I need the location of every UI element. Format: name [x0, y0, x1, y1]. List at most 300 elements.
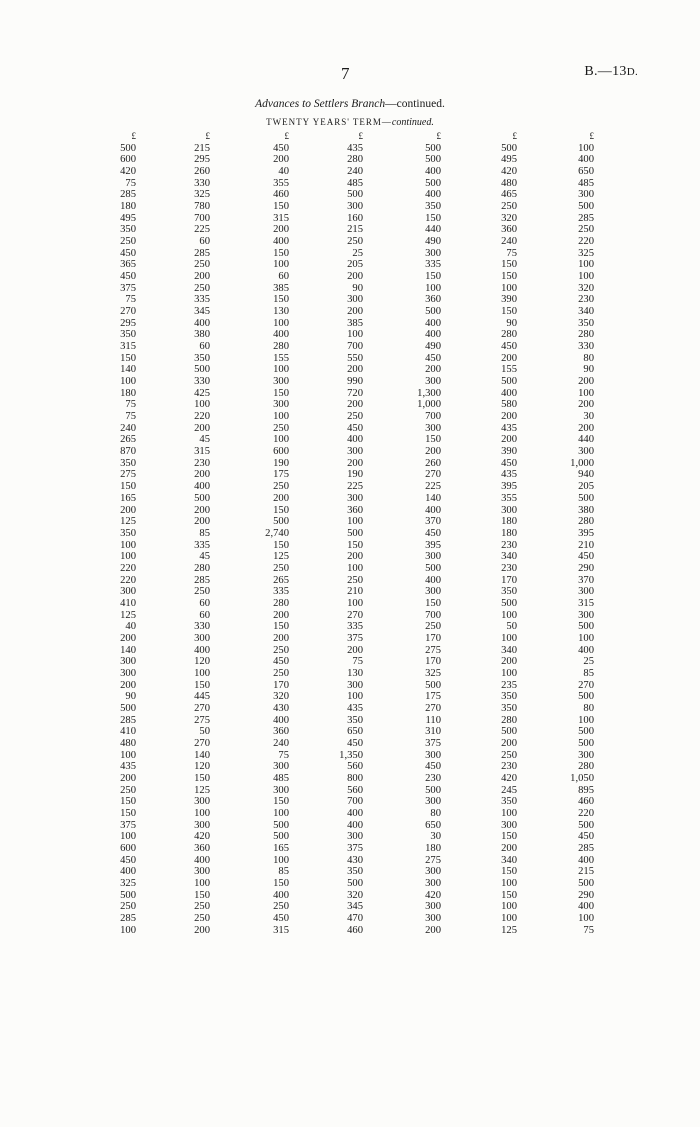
table-cell: 400 — [273, 889, 289, 901]
table-cell: 435 — [347, 142, 363, 154]
table-cell: 125 — [501, 924, 517, 936]
table-cell: 200 — [501, 737, 517, 749]
table-cell: 140 — [425, 492, 441, 504]
table-cell: 100 — [273, 364, 289, 376]
table-cell: 280 — [578, 761, 594, 773]
table-cell: 400 — [425, 329, 441, 341]
table-cell: 390 — [501, 294, 517, 306]
table-cell: 150 — [120, 352, 136, 364]
table-cell: 500 — [425, 306, 441, 318]
table-cell: 360 — [273, 726, 289, 738]
table-cell: 500 — [501, 597, 517, 609]
page-number: 7 — [341, 64, 350, 83]
table-cell: 90 — [506, 317, 517, 329]
table-cell: 250 — [120, 784, 136, 796]
table-cell: 300 — [347, 201, 363, 213]
table-cell: 100 — [120, 376, 136, 388]
table-cell: 550 — [347, 352, 363, 364]
table-cell: 440 — [578, 434, 594, 446]
table-cell: 300 — [578, 189, 594, 201]
table-cell: 200 — [194, 271, 210, 283]
table-cell: 345 — [194, 306, 210, 318]
table-cell: 100 — [501, 667, 517, 679]
table-cell: 360 — [347, 504, 363, 516]
table-cell: 250 — [120, 901, 136, 913]
table-cell: 240 — [347, 166, 363, 178]
table-cell: 100 — [501, 282, 517, 294]
table-cell: 200 — [120, 772, 136, 784]
table-cell: 465 — [501, 189, 517, 201]
table-cell: 450 — [425, 527, 441, 539]
table-cell: 325 — [578, 247, 594, 259]
table-cell: 100 — [578, 913, 594, 925]
table-cell: 250 — [194, 259, 210, 271]
table-cell: 180 — [501, 516, 517, 528]
table-cell: 350 — [501, 691, 517, 703]
table-cell: 60 — [199, 597, 210, 609]
table-cell: 100 — [578, 271, 594, 283]
table-cell: 500 — [425, 142, 441, 154]
table-cell: 315 — [578, 597, 594, 609]
table-cell: 100 — [194, 667, 210, 679]
section-subtitle-caps: TWENTY YEARS' TERM— — [266, 117, 392, 127]
table-cell: 385 — [347, 317, 363, 329]
table-cell: 600 — [120, 842, 136, 854]
table-cell: 385 — [273, 282, 289, 294]
table-cell: 420 — [501, 772, 517, 784]
table-cell: 180 — [120, 201, 136, 213]
table-cell: 295 — [120, 317, 136, 329]
table-cell: 100 — [120, 831, 136, 843]
table-cell: 280 — [578, 329, 594, 341]
table-cell: 420 — [501, 166, 517, 178]
table-cell: 495 — [501, 154, 517, 166]
table-cell: 1,000 — [417, 399, 441, 411]
table-cell: 335 — [194, 539, 210, 551]
table-cell: 500 — [347, 189, 363, 201]
table-cell: 200 — [578, 376, 594, 388]
table-cell: 420 — [120, 166, 136, 178]
table-column-6 — [501, 131, 517, 936]
table-cell: 100 — [347, 691, 363, 703]
table-cell: 300 — [120, 667, 136, 679]
table-cell: 150 — [273, 504, 289, 516]
table-cell: 180 — [501, 527, 517, 539]
table-cell: 100 — [194, 807, 210, 819]
table-cell: 230 — [501, 761, 517, 773]
table-cell: 350 — [120, 329, 136, 341]
table-cell: 100 — [273, 411, 289, 423]
table-cell: 435 — [501, 469, 517, 481]
currency-symbol: £ — [589, 131, 594, 141]
table-cell: 280 — [347, 154, 363, 166]
table-cell: 435 — [347, 702, 363, 714]
table-cell: 170 — [425, 632, 441, 644]
currency-symbol: £ — [131, 131, 136, 141]
table-cell: 500 — [578, 492, 594, 504]
document-reference-suffix: D. — [626, 66, 638, 78]
table-cell: 200 — [347, 551, 363, 563]
table-cell: 300 — [120, 656, 136, 668]
table-cell: 300 — [501, 819, 517, 831]
table-cell: 200 — [347, 644, 363, 656]
table-cell: 235 — [501, 679, 517, 691]
table-cell: 250 — [501, 749, 517, 761]
table-cell: 150 — [273, 621, 289, 633]
table-cell: 265 — [273, 574, 289, 586]
table-cell: 580 — [501, 399, 517, 411]
table-cell: 100 — [273, 434, 289, 446]
table-cell: 500 — [425, 177, 441, 189]
table-cell: 200 — [273, 224, 289, 236]
table-cell: 500 — [501, 726, 517, 738]
table-cell: 425 — [194, 387, 210, 399]
table-cell: 320 — [578, 282, 594, 294]
table-cell: 230 — [501, 539, 517, 551]
table-cell: 150 — [425, 271, 441, 283]
table-cell: 200 — [425, 446, 441, 458]
table-cell: 275 — [120, 469, 136, 481]
table-cell: 290 — [578, 889, 594, 901]
table-cell: 350 — [347, 714, 363, 726]
table-cell: 500 — [578, 737, 594, 749]
table-cell: 285 — [578, 212, 594, 224]
table-cell: 275 — [425, 644, 441, 656]
table-cell: 1,350 — [339, 749, 363, 761]
table-cell: 400 — [578, 154, 594, 166]
table-cell: 240 — [273, 737, 289, 749]
table-cell: 60 — [199, 341, 210, 353]
table-cell: 500 — [425, 784, 441, 796]
table-cell: 500 — [425, 679, 441, 691]
table-cell: 150 — [273, 247, 289, 259]
table-cell: 230 — [425, 772, 441, 784]
table-cell: 400 — [425, 317, 441, 329]
table-cell: 200 — [501, 842, 517, 854]
table-cell: 375 — [120, 819, 136, 831]
table-cell: 250 — [194, 282, 210, 294]
table-cell: 75 — [506, 247, 517, 259]
table-cell: 310 — [425, 726, 441, 738]
table-cell: 290 — [578, 562, 594, 574]
table-cell: 150 — [194, 679, 210, 691]
table-cell: 140 — [120, 364, 136, 376]
table-cell: 395 — [425, 539, 441, 551]
table-cell: 140 — [194, 749, 210, 761]
table-cell: 160 — [347, 212, 363, 224]
table-cell: 700 — [194, 212, 210, 224]
table-cell: 75 — [278, 749, 289, 761]
table-cell: 125 — [120, 516, 136, 528]
table-cell: 700 — [425, 411, 441, 423]
table-cell: 150 — [273, 796, 289, 808]
table-cell: 335 — [425, 259, 441, 271]
table-cell: 150 — [273, 387, 289, 399]
table-cell: 940 — [578, 469, 594, 481]
table-cell: 150 — [501, 866, 517, 878]
table-cell: 300 — [578, 446, 594, 458]
table-cell: 400 — [347, 819, 363, 831]
table-cell: 400 — [347, 807, 363, 819]
table-cell: 560 — [347, 761, 363, 773]
table-cell: 100 — [347, 516, 363, 528]
table-cell: 450 — [347, 422, 363, 434]
table-cell: 400 — [578, 854, 594, 866]
table-cell: 495 — [120, 212, 136, 224]
table-cell: 400 — [194, 317, 210, 329]
table-cell: 370 — [425, 516, 441, 528]
table-cell: 350 — [501, 796, 517, 808]
table-cell: 100 — [194, 399, 210, 411]
section-subtitle-italic: continued. — [391, 117, 434, 128]
table-cell: 300 — [425, 878, 441, 889]
currency-symbol: £ — [358, 131, 363, 141]
table-column-5 — [417, 131, 441, 936]
table-cell: 150 — [501, 259, 517, 271]
table-cell: 300 — [425, 901, 441, 913]
table-cell: 85 — [583, 667, 594, 679]
table-cell: 220 — [194, 411, 210, 423]
table-cell: 100 — [347, 597, 363, 609]
table-cell: 450 — [578, 551, 594, 563]
table-cell: 245 — [501, 784, 517, 796]
table-cell: 420 — [194, 831, 210, 843]
table-cell: 400 — [501, 387, 517, 399]
table-cell: 130 — [273, 306, 289, 318]
table-cell: 435 — [501, 422, 517, 434]
table-cell: 450 — [425, 352, 441, 364]
table-cell: 100 — [273, 259, 289, 271]
table-cell: 260 — [194, 166, 210, 178]
table-cell: 270 — [578, 679, 594, 691]
table-cell: 40 — [278, 166, 289, 178]
document-reference-main: B.—13 — [584, 64, 627, 79]
table-cell: 300 — [347, 831, 363, 843]
table-cell: 370 — [578, 574, 594, 586]
table-column-1 — [120, 131, 136, 936]
table-cell: 50 — [506, 621, 517, 633]
table-cell: 295 — [194, 154, 210, 166]
table-cell: 200 — [120, 632, 136, 644]
table-cell: 100 — [501, 609, 517, 621]
table-cell: 450 — [120, 271, 136, 283]
table-column-2 — [194, 131, 210, 936]
table-cell: 410 — [120, 726, 136, 738]
table-cell: 210 — [347, 586, 363, 598]
table-cell: 285 — [578, 842, 594, 854]
table-cell: 75 — [352, 656, 363, 668]
table-cell: 125 — [120, 609, 136, 621]
table-cell: 225 — [194, 224, 210, 236]
table-cell: 300 — [425, 422, 441, 434]
table-cell: 450 — [501, 341, 517, 353]
table-cell: 100 — [120, 749, 136, 761]
table-cell: 270 — [425, 469, 441, 481]
table-cell: 215 — [578, 866, 594, 878]
table-cell: 200 — [194, 924, 210, 936]
table-cell: 300 — [578, 586, 594, 598]
table-cell: 230 — [501, 562, 517, 574]
table-cell: 320 — [501, 212, 517, 224]
table-cell: 285 — [194, 247, 210, 259]
table-cell: 395 — [501, 481, 517, 493]
table-cell: 650 — [347, 726, 363, 738]
table-cell: 450 — [578, 831, 594, 843]
table-cell: 150 — [120, 481, 136, 493]
table-cell: 350 — [578, 317, 594, 329]
table-cell: 445 — [194, 691, 210, 703]
table-cell: 125 — [194, 784, 210, 796]
table-cell: 75 — [125, 177, 136, 189]
table-cell: 280 — [273, 341, 289, 353]
table-cell: 60 — [199, 609, 210, 621]
table-cell: 300 — [194, 819, 210, 831]
table-cell: 380 — [578, 504, 594, 516]
table-cell: 200 — [120, 504, 136, 516]
table-cell: 460 — [347, 924, 363, 936]
table-cell: 300 — [194, 866, 210, 878]
table-cell: 180 — [120, 387, 136, 399]
table-cell: 125 — [273, 551, 289, 563]
table-cell: 250 — [578, 224, 594, 236]
table-cell: 75 — [583, 924, 594, 936]
table-cell: 200 — [578, 422, 594, 434]
table-cell: 200 — [194, 504, 210, 516]
table-cell: 315 — [273, 924, 289, 936]
table-cell: 500 — [194, 364, 210, 376]
table-cell: 220 — [120, 562, 136, 574]
table-cell: 500 — [425, 562, 441, 574]
table-cell: 150 — [194, 889, 210, 901]
table-cell: 320 — [347, 889, 363, 901]
table-cell: 80 — [430, 807, 441, 819]
table-cell: 250 — [501, 201, 517, 213]
table-cell: 485 — [273, 772, 289, 784]
table-cell: 450 — [120, 854, 136, 866]
table-cell: 450 — [273, 913, 289, 925]
table-cell: 225 — [425, 481, 441, 493]
table-cell: 500 — [501, 142, 517, 154]
table-cell: 200 — [273, 492, 289, 504]
table-cell: 110 — [425, 714, 441, 726]
table-cell: 600 — [273, 446, 289, 458]
section-title-rest: —continued. — [385, 98, 445, 110]
table-cell: 315 — [120, 341, 136, 353]
table-cell: 140 — [120, 644, 136, 656]
table-cell: 100 — [273, 317, 289, 329]
table-cell: 340 — [501, 854, 517, 866]
table-cell: 150 — [501, 271, 517, 283]
table-cell: 150 — [120, 796, 136, 808]
table-cell: 170 — [425, 656, 441, 668]
table-cell: 150 — [501, 306, 517, 318]
table-cell: 85 — [199, 527, 210, 539]
table-cell: 375 — [120, 282, 136, 294]
section-title-italic: Advances to Settlers Branch — [255, 98, 386, 110]
table-cell: 175 — [273, 469, 289, 481]
table-cell: 150 — [425, 434, 441, 446]
table-cell: 300 — [425, 913, 441, 925]
table-cell: 450 — [273, 142, 289, 154]
table-column-7 — [570, 131, 594, 936]
table-cell: 150 — [120, 807, 136, 819]
table-cell: 220 — [120, 574, 136, 586]
currency-symbol: £ — [512, 131, 517, 141]
table-cell: 500 — [578, 819, 594, 831]
table-cell: 400 — [120, 866, 136, 878]
table-cell: 350 — [501, 586, 517, 598]
table-cell: 365 — [120, 259, 136, 271]
table-cell: 180 — [425, 842, 441, 854]
currency-symbol: £ — [284, 131, 289, 141]
table-cell: 400 — [578, 644, 594, 656]
table-cell: 375 — [425, 737, 441, 749]
table-cell: 75 — [125, 399, 136, 411]
table-cell: 335 — [273, 586, 289, 598]
table-cell: 270 — [194, 737, 210, 749]
table-cell: 600 — [120, 154, 136, 166]
table-cell: 435 — [120, 761, 136, 773]
table-cell: 240 — [120, 422, 136, 434]
table-cell: 100 — [501, 901, 517, 913]
table-cell: 1,300 — [417, 387, 441, 399]
table-cell: 220 — [578, 807, 594, 819]
table-cell: 85 — [278, 866, 289, 878]
table-cell: 300 — [425, 586, 441, 598]
table-cell: 30 — [583, 411, 594, 423]
table-cell: 250 — [194, 586, 210, 598]
table-cell: 250 — [273, 667, 289, 679]
table-cell: 280 — [194, 562, 210, 574]
table-cell: 1,050 — [570, 772, 594, 784]
table-column-4 — [339, 131, 363, 936]
table-cell: 100 — [120, 539, 136, 551]
table-cell: 200 — [501, 434, 517, 446]
table-cell: 400 — [273, 714, 289, 726]
document-reference — [584, 64, 638, 80]
table-cell: 100 — [347, 329, 363, 341]
table-cell: 280 — [578, 516, 594, 528]
table-cell: 220 — [578, 236, 594, 248]
table-cell: 150 — [194, 772, 210, 784]
table-cell: 285 — [120, 913, 136, 925]
table-cell: 200 — [425, 364, 441, 376]
table-cell: 90 — [352, 282, 363, 294]
table-cell: 270 — [425, 702, 441, 714]
table-cell: 400 — [194, 481, 210, 493]
table-cell: 200 — [501, 352, 517, 364]
table-cell: 400 — [194, 644, 210, 656]
table-cell: 200 — [194, 469, 210, 481]
table-cell: 700 — [425, 609, 441, 621]
table-cell: 460 — [578, 796, 594, 808]
table-cell: 80 — [583, 702, 594, 714]
table-cell: 250 — [273, 562, 289, 574]
table-cell: 300 — [425, 866, 441, 878]
table-cell: 340 — [578, 306, 594, 318]
table-cell: 500 — [578, 878, 594, 889]
table-cell: 90 — [125, 691, 136, 703]
table-cell: 470 — [347, 913, 363, 925]
table-cell: 390 — [501, 446, 517, 458]
table-cell: 150 — [501, 889, 517, 901]
table-cell: 300 — [425, 376, 441, 388]
table-cell: 100 — [425, 282, 441, 294]
table-cell: 500 — [120, 889, 136, 901]
table-cell: 200 — [347, 306, 363, 318]
section-subtitle — [0, 117, 700, 128]
table-cell: 250 — [273, 481, 289, 493]
